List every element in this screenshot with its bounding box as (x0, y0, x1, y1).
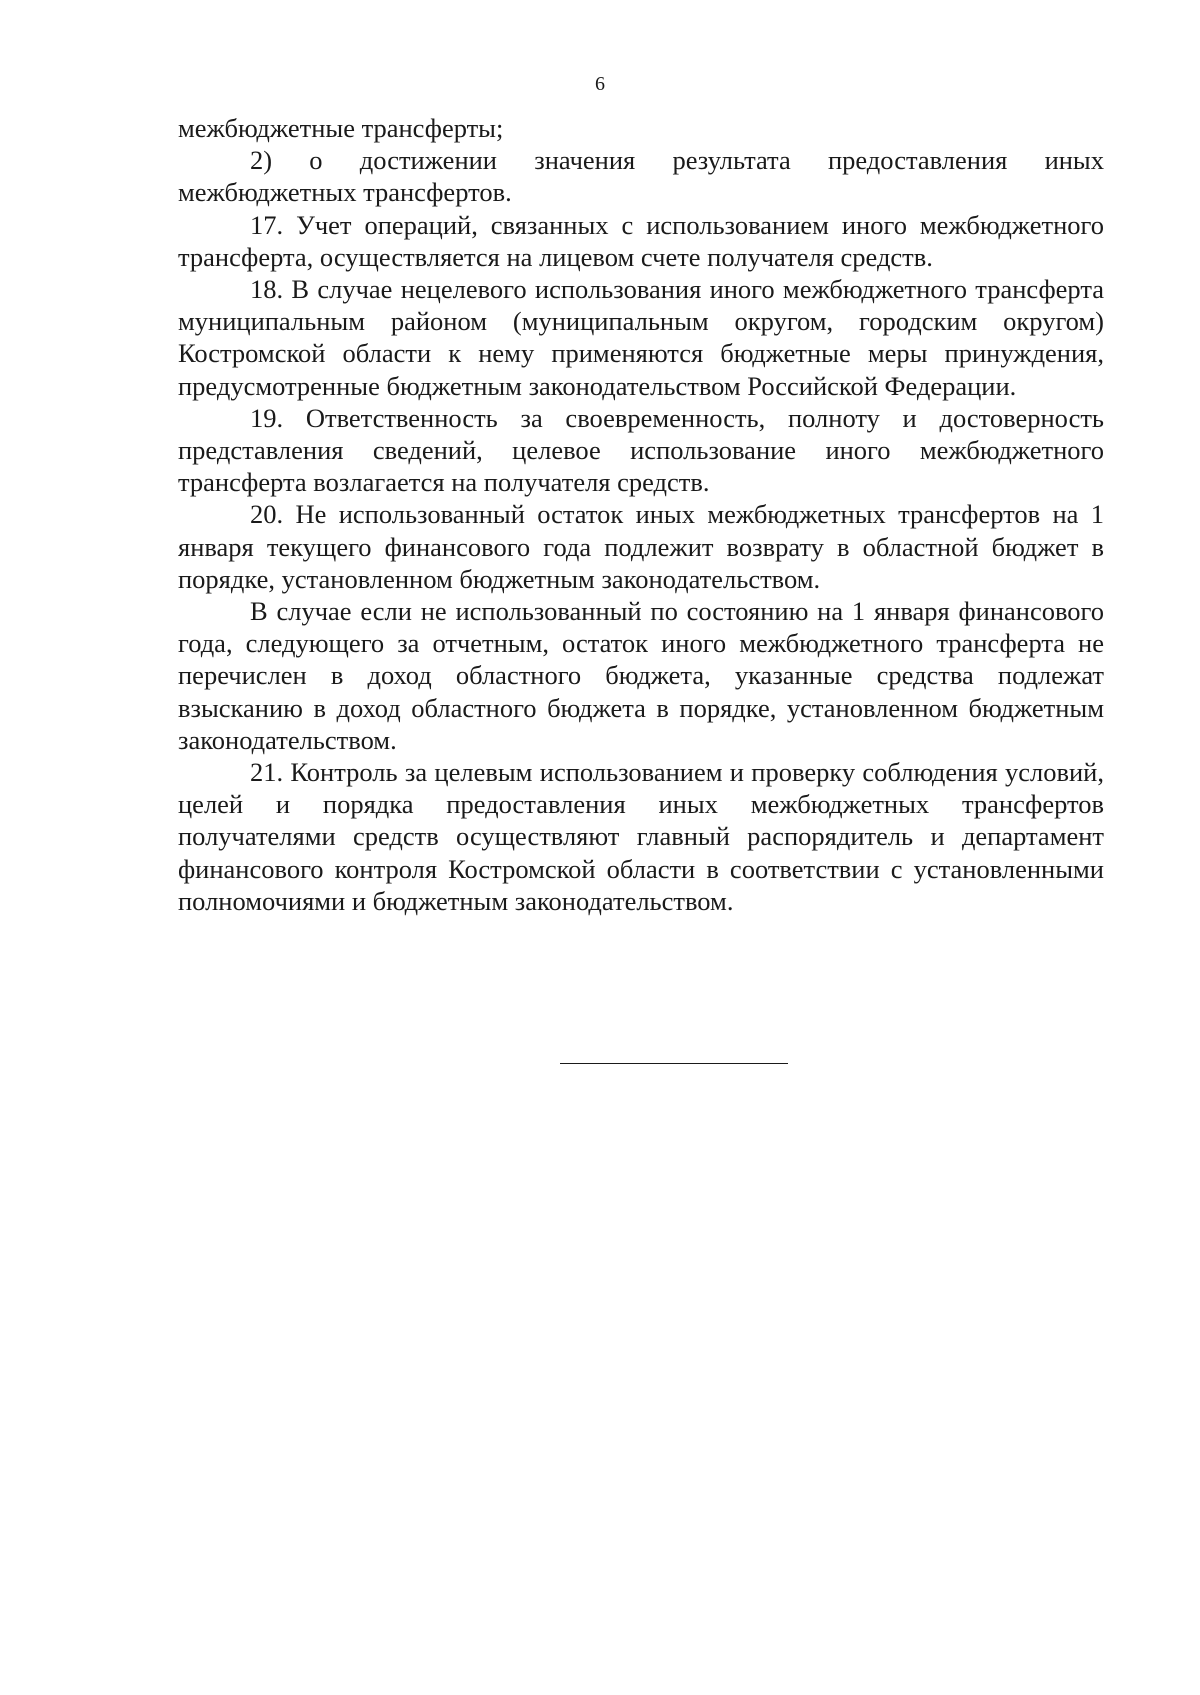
paragraph-clause-20: 20. Не использованный остаток иных межбюджетных трансфертов на 1 января текущего финансового года подлежит возврату в областной бюджет в порядке, установленном бюджетным законодательством. (178, 499, 1104, 594)
paragraph-clause-20-continued: В случае если не использованный по состоянию на 1 января финансового года, следующего за отчетным, остаток иного межбюджетного трансферта не перечислен в доход областного бюджета, указанные средства подлежат взысканию в доход областного бюджета в порядке, установленном бюджетным законодательством. (178, 596, 1104, 755)
paragraph-clause-17: 17. Учет операций, связанных с использованием иного межбюджетного трансферта, осуществляется на лицевом счете получателя средств. (178, 209, 1104, 272)
paragraph-clause-18: 18. В случае нецелевого использования иного межбюджетного трансферта муниципальным районом (муниципальным округом, городским округом) Костромской области к нему применяются бюджетные меры принуждения, предусмотренные бюджетным законодательством Российской Федерации. (178, 274, 1104, 401)
document-body (178, 112, 1104, 917)
paragraph-continuation: межбюджетные трансферты; (178, 113, 504, 143)
page-number: 6 (595, 73, 605, 95)
paragraph-clause-21: 21. Контроль за целевым использованием и проверку соблюдения условий, целей и порядка предоставления иных межбюджетных трансфертов получателями средств осуществляют главный распорядитель и департамент финансового контроля Костромской области в соответствии с установленными полномочиями и бюджетным законодательством. (178, 757, 1104, 916)
paragraph-clause-19: 19. Ответственность за своевременность, полноту и достоверность представления сведений, целевое использование иного межбюджетного трансферта возлагается на получателя средств. (178, 402, 1104, 498)
end-of-document-rule (560, 1063, 788, 1064)
paragraph-item-2: 2) о достижении значения результата предоставления иных межбюджетных трансфертов. (178, 145, 1104, 208)
